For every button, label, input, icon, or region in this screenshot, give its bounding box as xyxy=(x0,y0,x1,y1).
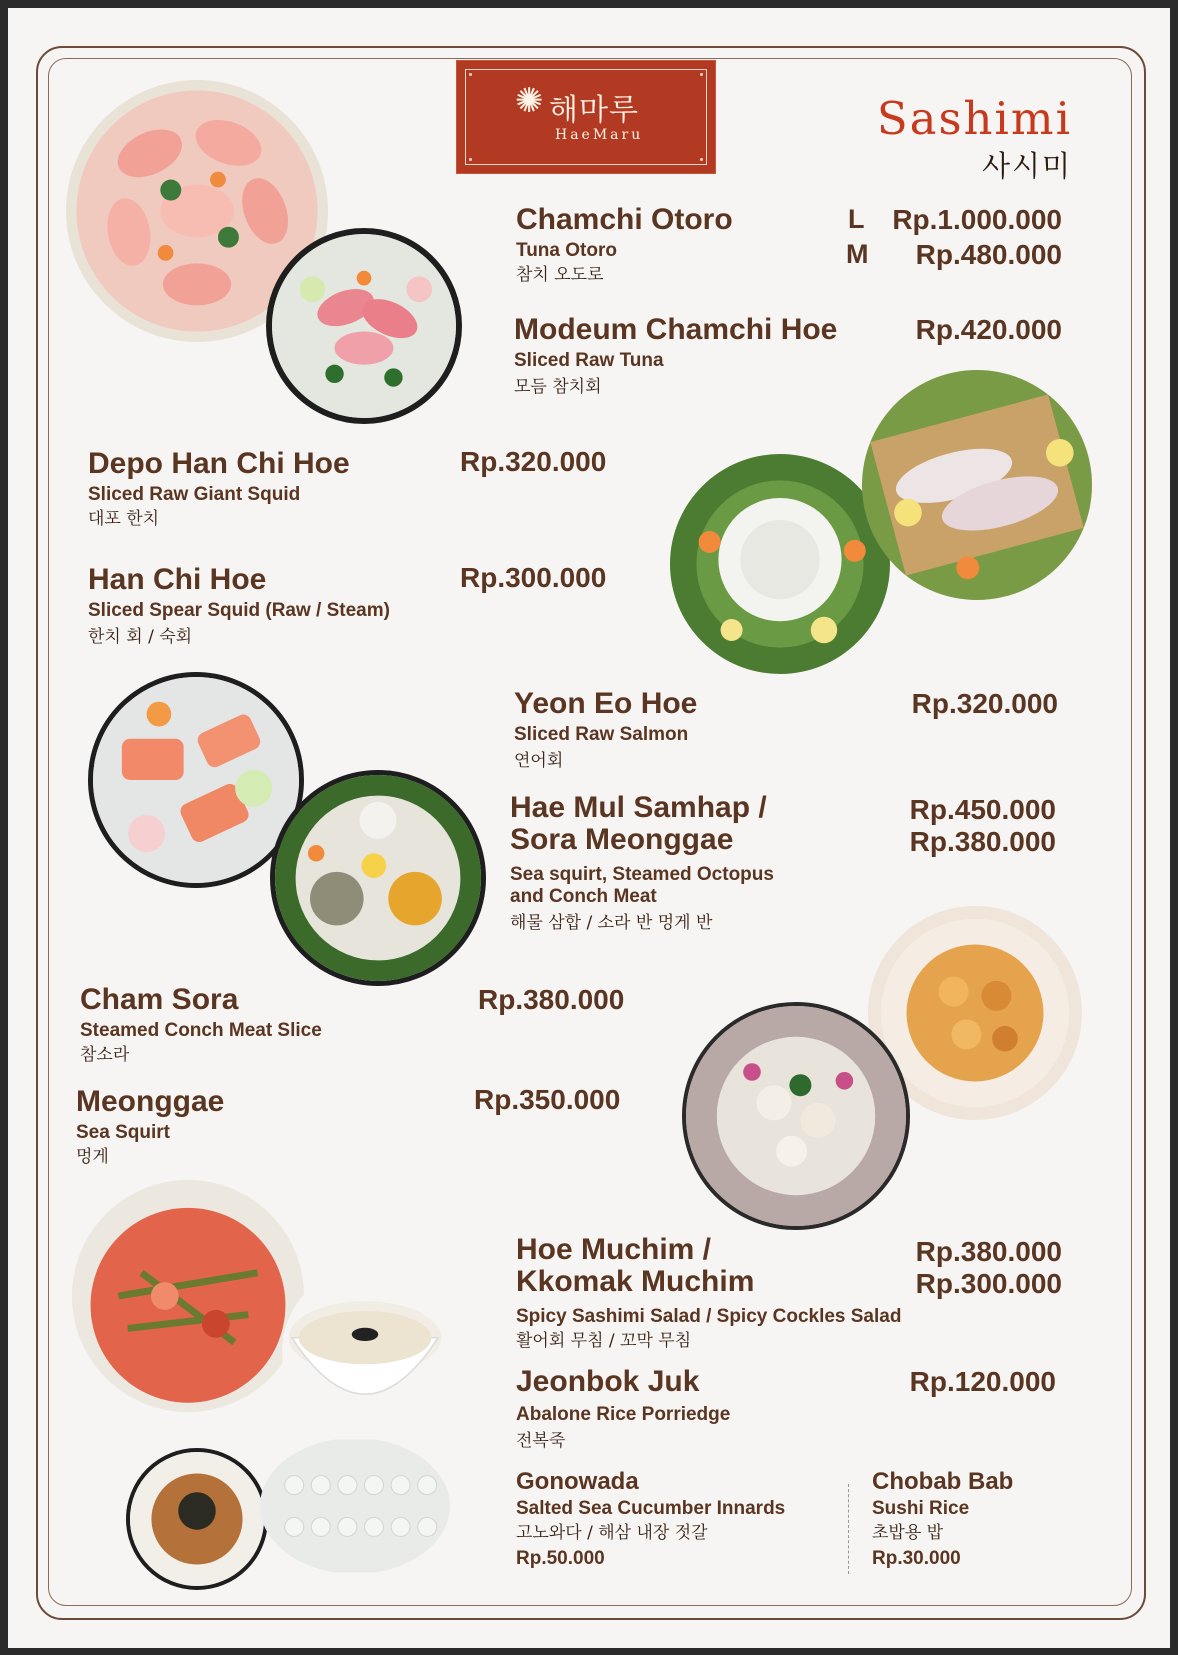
item-korean: 대포 한치 xyxy=(88,509,160,529)
sliced-tuna-photo xyxy=(266,228,462,424)
item-english: Sliced Spear Squid (Raw / Steam) xyxy=(88,600,390,621)
grilled-squid-photo xyxy=(862,370,1092,600)
section-title-korean: 사시미 xyxy=(981,149,1072,183)
item-english-line1: Sea squirt, Steamed Octopus xyxy=(510,864,774,885)
item-english: Salted Sea Cucumber Innards xyxy=(516,1498,786,1519)
item-korean: 연어회 xyxy=(514,751,564,771)
sea-squirt-photo xyxy=(682,1002,910,1230)
seafood-samhap-photo xyxy=(270,770,486,986)
item-price: Rp.480.000 xyxy=(915,239,1062,270)
item-name: Chamchi Otoro xyxy=(516,203,733,236)
item-price: Rp.50.000 xyxy=(516,1548,605,1569)
item-name: Yeon Eo Hoe xyxy=(514,687,698,720)
item-english: Sliced Raw Salmon xyxy=(514,724,689,745)
item-price: Rp.1.000.000 xyxy=(892,204,1062,235)
item-price: Rp.380.000 xyxy=(915,1236,1062,1267)
item-name: Chobab Bab xyxy=(872,1468,1014,1495)
item-name: Jeonbok Juk xyxy=(516,1365,700,1398)
item-korean: 한치 회 / 숙회 xyxy=(88,627,193,647)
dashed-divider xyxy=(848,1484,849,1574)
item-english: Sliced Raw Giant Squid xyxy=(88,484,301,505)
sushi-rice-photo xyxy=(260,1438,450,1574)
item-name-line2: Kkomak Muchim xyxy=(516,1265,755,1298)
sun-icon: ✺ xyxy=(515,81,544,121)
gonowada-photo xyxy=(126,1448,268,1590)
item-english-line2: and Conch Meat xyxy=(510,886,657,907)
item-korean: 멍게 xyxy=(76,1147,109,1167)
item-name: Gonowada xyxy=(516,1468,639,1495)
item-price: Rp.450.000 xyxy=(909,794,1056,825)
item-korean: 해물 삼합 / 소라 반 멍게 반 xyxy=(510,913,713,933)
item-price: Rp.320.000 xyxy=(460,446,607,477)
item-korean: 참소라 xyxy=(80,1045,130,1065)
item-english: Steamed Conch Meat Slice xyxy=(80,1020,322,1041)
size-label: L xyxy=(848,204,865,234)
item-korean: 고노와다 / 해삼 내장 젓갈 xyxy=(516,1523,708,1543)
item-name: Cham Sora xyxy=(80,983,239,1016)
section-title: Sashimi xyxy=(876,92,1072,145)
item-english: Spicy Sashimi Salad / Spicy Cockles Salad xyxy=(516,1306,902,1327)
item-korean: 모듬 참치회 xyxy=(514,377,602,397)
item-price: Rp.300.000 xyxy=(460,562,607,593)
haemaru-logo xyxy=(456,60,716,174)
item-price: Rp.350.000 xyxy=(474,1084,621,1115)
item-english: Sea Squirt xyxy=(76,1122,170,1143)
item-name: Meonggae xyxy=(76,1085,225,1118)
item-price: Rp.300.000 xyxy=(915,1268,1062,1299)
item-price: Rp.30.000 xyxy=(872,1548,961,1569)
item-english: Tuna Otoro xyxy=(516,240,617,261)
squid-platter-photo xyxy=(670,454,890,674)
item-price: Rp.380.000 xyxy=(478,984,625,1015)
item-name-line1: Hae Mul Samhap / xyxy=(510,791,767,824)
item-name: Modeum Chamchi Hoe xyxy=(514,313,838,346)
item-price: Rp.420.000 xyxy=(915,314,1062,345)
logo-korean: 해마루 xyxy=(549,93,639,128)
abalone-porridge-photo xyxy=(282,1268,448,1434)
item-english: Sliced Raw Tuna xyxy=(514,350,664,371)
item-korean: 활어회 무침 / 꼬막 무침 xyxy=(516,1331,692,1351)
item-korean: 참치 오도로 xyxy=(516,265,604,285)
item-korean: 전복죽 xyxy=(516,1431,566,1451)
item-name: Depo Han Chi Hoe xyxy=(88,447,350,480)
item-english: Sushi Rice xyxy=(872,1498,970,1519)
spicy-sashimi-salad-photo xyxy=(72,1180,304,1412)
item-price: Rp.320.000 xyxy=(911,688,1058,719)
menu-page xyxy=(8,8,1170,1648)
item-english: Abalone Rice Porriedge xyxy=(516,1404,731,1425)
logo-english: HaeMaru xyxy=(555,127,644,143)
size-label: M xyxy=(846,239,869,269)
item-name-line1: Hoe Muchim / xyxy=(516,1233,712,1266)
item-korean: 초밥용 밥 xyxy=(872,1523,944,1543)
item-name: Han Chi Hoe xyxy=(88,563,267,596)
item-name-line2: Sora Meonggae xyxy=(510,823,734,856)
item-price: Rp.120.000 xyxy=(909,1366,1056,1397)
item-price: Rp.380.000 xyxy=(909,826,1056,857)
